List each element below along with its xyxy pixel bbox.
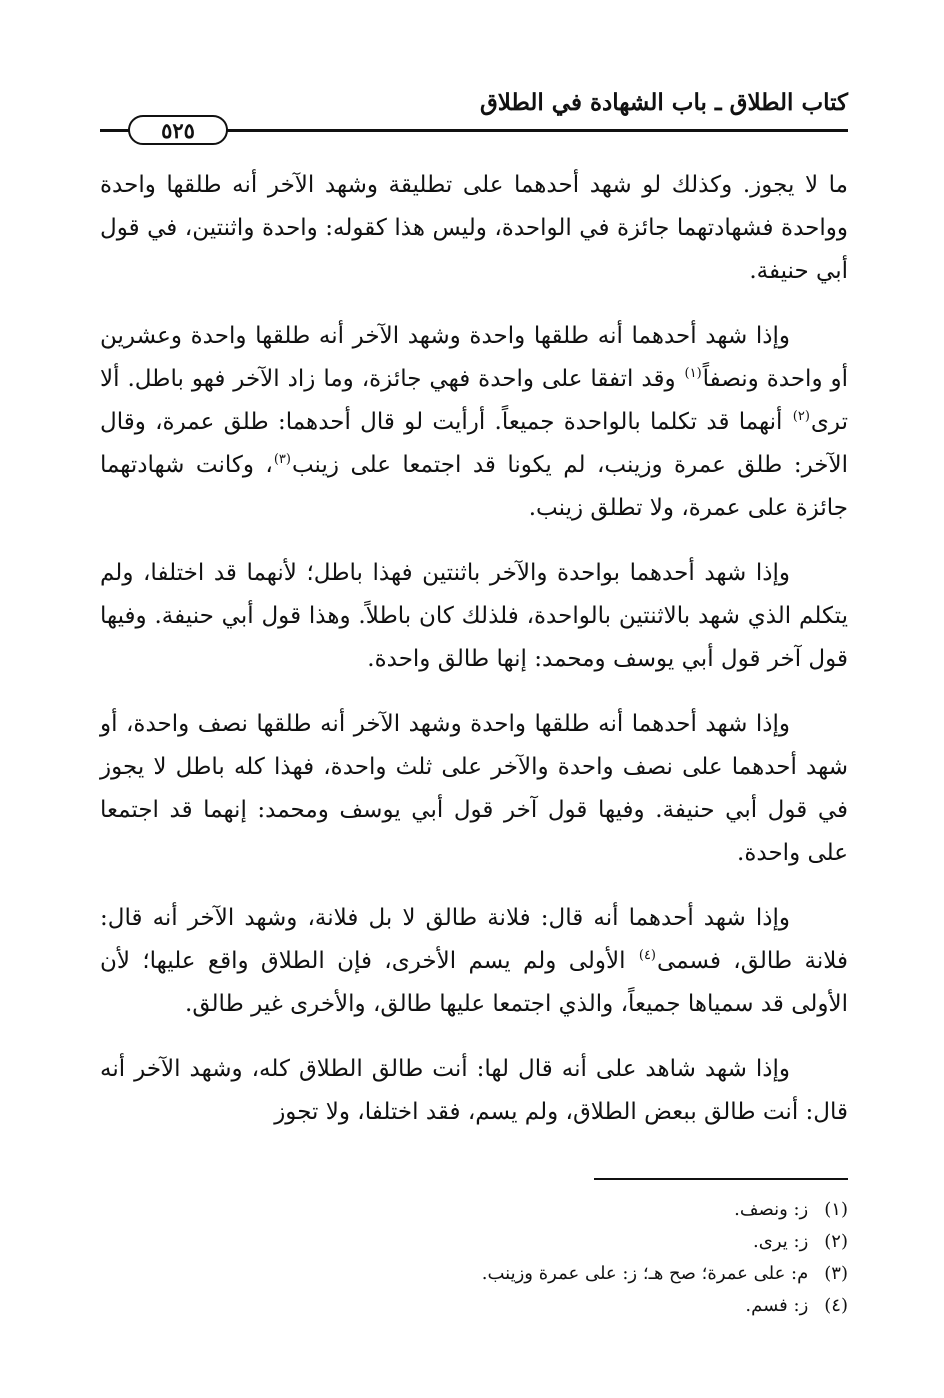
paragraph-2-part-b: وقد اتفقا على واحدة فهي جائزة، وما زاد الآخر فهو باطل. ألا ترى — [100, 366, 848, 435]
footnote-ref-2: (٢) — [792, 409, 810, 425]
footnote-text: ز: ونصف. — [734, 1199, 809, 1220]
running-title: كتاب الطلاق ـ باب الشهادة في الطلاق — [479, 89, 848, 116]
footnote-separator — [594, 1178, 848, 1180]
footnote-ref-1: (١) — [684, 366, 702, 382]
footnote-text: ز: يرى. — [753, 1231, 809, 1252]
footnote-text: ز: فسم. — [745, 1295, 809, 1316]
paragraph-2-part-c: أنهما قد تكلما بالواحدة جميعاً. أرأيت لو قال أحدهما: طلق عمرة، وقال الآخر: طلق عمرة وزينب، لم يكونا قد اجتمعا على زينب — [100, 409, 848, 478]
paragraph-2-part-a: وإذا شهد أحدهما أنه طلقها واحدة وشهد الآخر أنه طلقها واحدة وعشرين أو واحدة ونصفاً — [100, 323, 848, 392]
book-page — [100, 86, 848, 1376]
footnote-number: (٣) — [824, 1263, 848, 1284]
footnote-text: م: على عمرة؛ صح هـ؛ ز: على عمرة وزينب. — [481, 1263, 809, 1284]
paragraph-1: ما لا يجوز. وكذلك لو شهد أحدهما على تطليقة وشهد الآخر أنه طلقها واحدة وواحدة فشهادتهما جائزة في الواحدة، وليس هذا كقوله: واحدة واثنتين، في قول أبي حنيفة. — [100, 172, 848, 284]
footnote — [100, 1290, 848, 1322]
page-number: ٥٢٥ — [128, 115, 228, 145]
footnote-number: (٤) — [824, 1295, 848, 1316]
paragraph-4: وإذا شهد أحدهما أنه طلقها واحدة وشهد الآخر أنه طلقها نصف واحدة، أو شهد أحدهما على نصف واحدة والآخر على ثلث واحدة، فهذا كله باطل لا يجوز في قول أبي حنيفة. وفيها قول آخر قول أبي يوسف ومحمد: إنهما قد اجتمعا على واحدة. — [100, 711, 848, 866]
footnote — [100, 1226, 848, 1258]
footnote — [100, 1194, 848, 1226]
page-header — [100, 86, 848, 148]
main-text — [100, 164, 848, 1134]
paragraph-5-part-a: وإذا شهد أحدهما أنه قال: فلانة طالق لا بل فلانة، وشهد الآخر أنه قال: فلانة طالق، فسمى — [100, 905, 849, 974]
paragraph-6: وإذا شهد شاهد على أنه قال لها: أنت طالق الطلاق كله، وشهد الآخر أنه قال: أنت طالق ببعض الطلاق، ولم يسم، فقد اختلفا، ولا تجوز — [100, 1056, 848, 1125]
paragraph-2 — [100, 315, 848, 530]
footnote-ref-4: (٤) — [638, 948, 656, 964]
footnote-number: (٢) — [824, 1231, 848, 1252]
footnote-ref-3: (٣) — [273, 452, 291, 468]
footnote-number: (١) — [824, 1199, 848, 1220]
paragraph-5 — [100, 897, 848, 1026]
footnote — [100, 1258, 848, 1290]
paragraph-3: وإذا شهد أحدهما بواحدة والآخر باثنتين فهذا باطل؛ لأنهما قد اختلفا، ولم يتكلم الذي شهد بالاثنتين بالواحدة، فلذلك كان باطلاً. وهذا قول أبي حنيفة. وفيها قول آخر قول أبي يوسف ومحمد: إنها طالق واحدة. — [100, 560, 848, 672]
paragraph-5-part-b: الأولى ولم يسم الأخرى، فإن الطلاق واقع عليها؛ لأن الأولى قد سمياها جميعاً، والذي اجتمعا عليها طالق، والأخرى غير طالق. — [100, 948, 848, 1017]
footnotes — [100, 1194, 848, 1322]
paragraph-2-part-d: ، وكانت شهادتهما جائزة على عمرة، ولا تطلق زينب. — [100, 452, 848, 521]
